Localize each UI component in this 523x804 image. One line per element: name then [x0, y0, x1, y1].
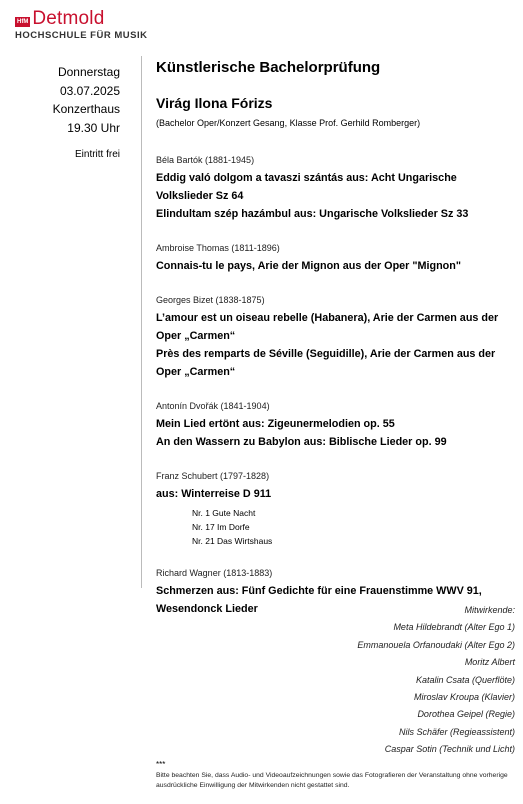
contributor: Meta Hildebrandt (Alter Ego 1) — [393, 622, 515, 633]
work-title: Mein Lied ertönt aus: Zigeunermelodien op. 55 — [156, 418, 395, 430]
event-day: Donnerstag — [57, 65, 120, 79]
contributor: Katalin Csata (Querflöte) — [415, 674, 515, 685]
hfm-detmold-logo — [15, 8, 147, 41]
contributors-list — [357, 602, 515, 759]
logo-badge: HfM — [17, 19, 29, 25]
contributor: Moritz Albert — [464, 657, 515, 668]
logo-name: Detmold — [32, 8, 105, 29]
composer: Georges Bizet (1838-1875) — [156, 295, 265, 305]
work-title: aus: Winterreise D 911 — [156, 488, 272, 500]
event-date: 03.07.2025 — [59, 83, 120, 98]
footer-note: Bitte beachten Sie, dass Audio- und Videoaufzeichnungen sowie das Fotografieren der Veranstaltung ohne vorherige ausdrückliche Einwilligung der Mitwirkenden nicht gestattet sind. — [156, 772, 508, 789]
program-column — [156, 58, 516, 618]
contributor: Dorothea Geipel (Regie) — [417, 709, 515, 720]
event-time: 19.30 Uhr — [67, 120, 120, 135]
work-title: L’amour est un oiseau rebelle (Habanera), Arie der Carmen aus der Oper „Carmen“ — [156, 312, 499, 342]
composer: Franz Schubert (1797-1828) — [156, 471, 270, 481]
event-venue: Konzerthaus — [52, 102, 120, 116]
contributor: Emmanouela Orfanoudaki (Alter Ego 2) — [357, 639, 515, 650]
contributors-heading: Mitwirkende: — [464, 605, 515, 615]
song-item: Nr. 21 Das Wirtshaus — [192, 536, 273, 546]
song-item: Nr. 17 Im Dorfe — [192, 522, 250, 532]
composer: Richard Wagner (1813-1883) — [156, 568, 273, 578]
work-title: Eddig való dolgom a tavaszi szántás aus: Acht Ungarische Volkslieder Sz 64 — [156, 172, 457, 202]
work-title: Elindultam szép hazámbul aus: Ungarische Volkslieder Sz 33 — [156, 208, 469, 220]
composer: Béla Bartók (1881-1945) — [156, 155, 255, 165]
event-info — [0, 63, 120, 160]
work-title: Près des remparts de Séville (Seguidille), Arie der Carmen aus der Oper „Carmen“ — [156, 348, 496, 378]
divider-line — [141, 56, 142, 588]
performer-details: (Bachelor Oper/Konzert Gesang, Klasse Prof. Gerhild Romberger) — [156, 118, 421, 128]
composer: Ambroise Thomas (1811-1896) — [156, 243, 280, 253]
contributor: Caspar Sotin (Technik und Licht) — [384, 744, 515, 755]
page-title: Künstlerische Bachelorprüfung — [156, 59, 381, 76]
contributor: Nils Schäfer (Regieassistent) — [398, 726, 515, 737]
song-item: Nr. 1 Gute Nacht — [192, 508, 256, 518]
work-title: An den Wassern zu Babylon aus: Biblische Lieder op. 99 — [156, 436, 447, 448]
composer: Antonín Dvořák (1841-1904) — [156, 401, 270, 411]
performer-name: Virág Ilona Fórizs — [156, 95, 273, 111]
work-title: Schmerzen aus: Fünf Gedichte für eine Frauenstimme WWV 91, Wesendonck Lieder — [156, 585, 482, 615]
footer-separator: *** — [156, 760, 166, 769]
work-title: Connais-tu le pays, Arie der Mignon aus der Oper "Mignon" — [156, 260, 461, 272]
event-admission: Eintritt frei — [74, 149, 120, 160]
contributor: Miroslav Kroupa (Klavier) — [413, 692, 515, 703]
logo-subtitle: HOCHSCHULE FÜR MUSIK — [15, 30, 148, 41]
